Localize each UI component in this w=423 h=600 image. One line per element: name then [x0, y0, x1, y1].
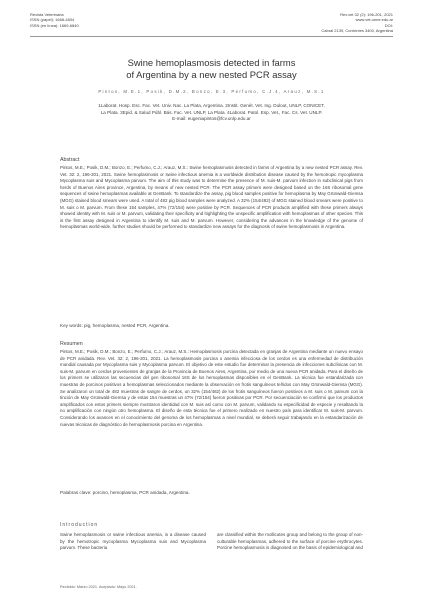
- issn-online: ISSN (en línea): 1669-6840: [30, 22, 79, 28]
- abstract-heading: Abstract: [60, 157, 80, 163]
- received-accepted-dates: Recibido: Marzo 2021. Aceptado: Mayo 2021.: [60, 585, 137, 589]
- authors-line: Pintos, M.E.1, Posik, D.M.2, Bonzo, E.3, Perfumo, C.J.4, Arauz, M.S.1: [98, 89, 325, 94]
- resumen-heading: Resumen: [60, 341, 83, 347]
- keywords: Key words: pig, hemoplasma, nested PCR, Argentina.: [60, 323, 170, 328]
- issn-print: ISSN (papel): 1668-4834: [30, 17, 75, 23]
- journal-website[interactable]: www.vet.unne.edu.ar: [355, 17, 393, 23]
- doi-line: DOI:: [384, 22, 393, 28]
- affiliation-line-1: 1Laborat. Hosp. Esc. Fac. Vet. Univ. Nac. La Plata, Argentina. 2Instit. Genét. Vet. Ing. Dulout, UNLP, CONICET,: [98, 103, 325, 108]
- citation-line: Rev.vet 32 (2): 196-201, 2021: [340, 12, 393, 17]
- affiliations: [48, 103, 375, 123]
- introduction-heading: Introduction: [60, 522, 99, 528]
- journal-header-right: [321, 12, 393, 34]
- article-title: [60, 57, 363, 81]
- intro-right-column: are classified within the mollicutes group and belong to the group of non-culturable hemoplasmas, adhered to the surface of porcine erythrocytes. Porcine hemoplasmosis is diagnosed on the basis of epidemiological and: [217, 532, 363, 551]
- abstract-text: Pintos, M.E.; Posik, D.M.; Bonzo, E.; Perfumo, C.J.; Arauz, M.S.: Swine hemoplasmosis detected in farms of Argentina by a new nested PCR assay. Rev. Vet. 32: 2, 196-201, 2021. Swine hemoplasmosis or swine infectious anemia is a worldwide distribution disease caused by the hemotropic mycoplasma Mycoplasma suis and Mycoplasma parvum. The aim of this study was to determine the presence of M. suis-M. parvum infection in subclinical pigs from herds of Buenos Aires province, Argentina, by means of new nested PCR. The PCR assay primers were designed based on the 16S ribosomal gene sequences of swine hemoplasmas available at GenBank. To standardize the assay, pig blood samples positive for hemoplasma by May Grünwald-Giemsa (MGG) stained blood smears were used. A total of 482 pig blood samples were analyzed. A 32% (154/482) of MGG stained blood smears were positive to M. suis o M. parvum. From these 154 samples, 47% (72/154) were positive by PCR. Sequences of PCR products amplified with these primers always showed identity with M. suis or M. parvum, validating their specificity and highlighting the unspecific amplification with hemoplasmas of other species. This is the first assay designed in Argentina to identify M. suis and M. parvum. However, considering the advances in the knowledge of the genome of hemoplasmas world-wide, further studies should be performed to standardize new assays for the diagnosis of swine hemoplasmosis in Argentina.: [60, 165, 363, 230]
- affiliation-line-2: La Plata. 3Epid. & Salud Públ. Bás. Fac. Vet. UNLP, La Plata. 4Laborat. Patol. Esp. Vet., Fac. Cs. Vet. UNLP.: [100, 109, 323, 115]
- header-divider: [30, 36, 393, 37]
- palabras-clave: Palabras clave: porcino, hemoplasma, PCR anidada, Argentina.: [60, 490, 190, 495]
- intro-left-column: Swine hemoplasmosis or swine infectious anemia, is a disease caused by the hemotropic mycoplasma Mycoplasma suis and Mycoplasma parvum. These bacteria: [60, 532, 206, 551]
- resumen-text: Pintos, M.E.; Posik, D.M.; Bonzo, E.; Perfumo, C.J.; Arauz, M.S.: Hemoplasmosis porcina detectada en granjas de Argentina mediante un nuevo ensayo de PCR anidada. Rev. Vet. 32: 2, 196-201, 2021. La hemoplasmosis porcina o anemia infecciosa de los cerdos es una enfermedad de distribución mundial causada por Mycoplasma suis y Mycoplasma parvum. El objetivo de este estudio fue determinar la presencia de infecciones subclínicas con M. suis-M. parvum en cerdos provenientes de granjas de la Provincia de Buenos Aires, Argentina, por medio de una nueva PCR anidada. Para el diseño de los primers se utilizaron las secuencias del gen ribosomal 16S de los hemoplasmas disponibles en el GenBank. La técnica fue estandarizada con muestras de porcinos positivos a hemoplasmas seleccionados mediante la observación en frotis sanguíneos teñidos con May Grünwald-Giemsa (MGG). Se analizaron un total de 482 muestras de sangre de cerdos, un 32% (154/482) de los frotis sanguíneos fueron positivos a M. suis o M. parvum con la tinción de May Grünwald-Giemsa y de estas 154 muestras un 47% (72/154) fueron positivas por PCR. Por secuenciación se confirmó que los productos amplificados con estos primers siempre mostraron identidad con M. suis así como con M. parvum, validando su especificidad de especie y resaltando la no amplificación con ningún otro hemoplasma. El diseño de esta técnica fue el primero realizado en nuestro país para identificar M. suis-M. parvum. Considerando los avances en el conocimiento del genoma de los hemoplasmas a nivel mundial, se deberá seguir trabajando en la estandarización de nuevas técnicas de diagnóstico de hemoplasmosis porcina en Argentina.: [60, 349, 363, 427]
- title-line-1: Swine hemoplasmosis detected in farms: [127, 57, 296, 68]
- journal-name: Revista Veterinaria: [30, 12, 64, 17]
- journal-address: Cabral 2139, Corrientes 3400, Argentina: [321, 28, 393, 34]
- title-line-2: of Argentina by a new nested PCR assay: [126, 69, 297, 80]
- journal-header-left: [30, 12, 79, 28]
- contact-email[interactable]: E-mail: eugeniapintos@fcv.unlp.edu.ar: [172, 116, 251, 122]
